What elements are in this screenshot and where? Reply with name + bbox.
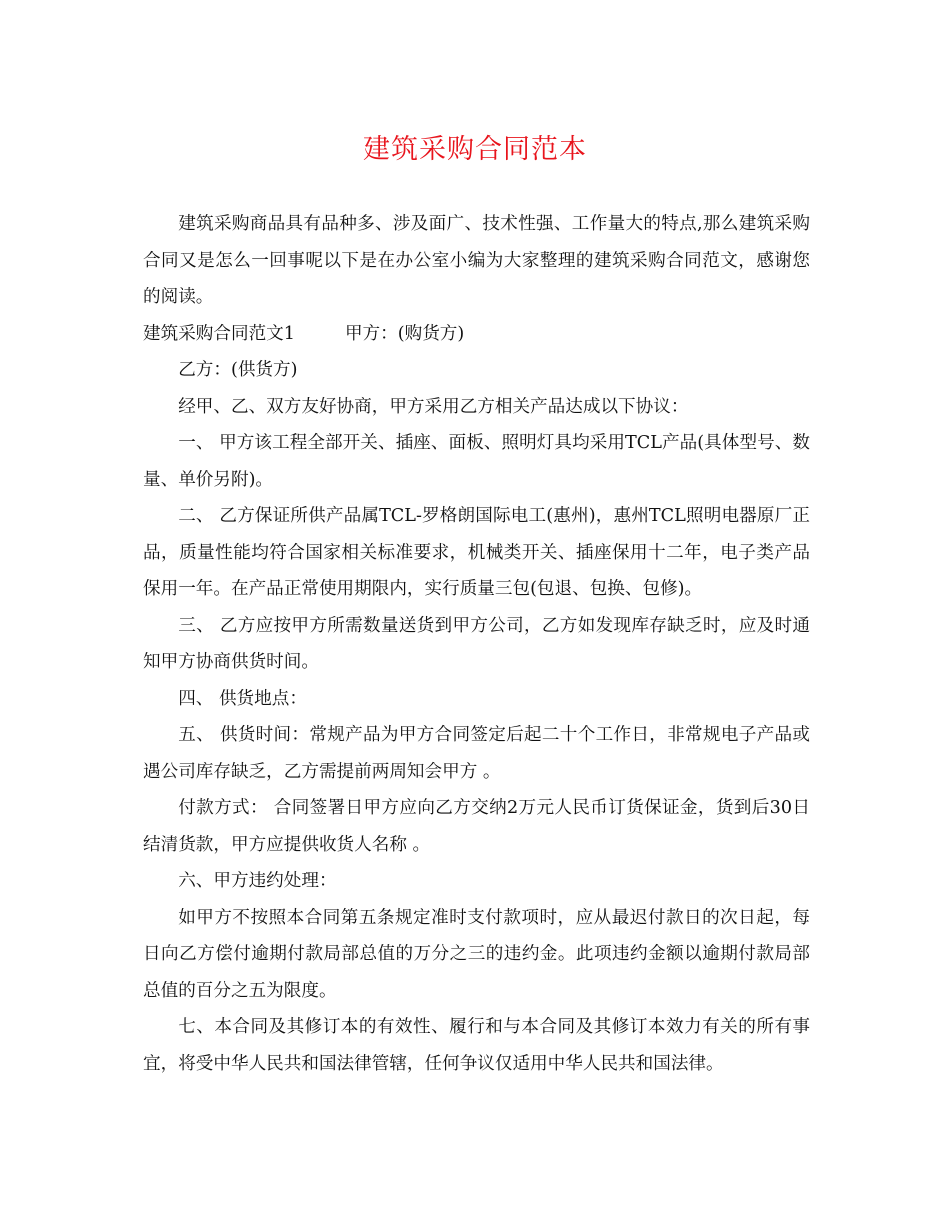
clause-5: 五、 供货时间：常规产品为甲方合同签定后起二十个工作日，非常规电子产品或遇公司库存缺乏，乙方需提前两周知会甲方 。 (143, 725, 810, 782)
preamble: 经甲、乙、双方友好协商，甲方采用乙方相关产品达成以下协议： (178, 396, 689, 417)
clause-2: 二、 乙方保证所供产品属TCL-罗格朗国际电工(惠州)，惠州TCL照明电器原厂正品，质量性能均符合国家相关标准要求，机械类开关、插座保用十二年，电子类产品保用一年。在产品正常使用期限内，实行质量三包(包退、包换、包修)。 (143, 506, 810, 599)
clause-6-text: 如甲方不按照本合同第五条规定准时支付款项时，应从最迟付款日的次日起，每日向乙方偿付逾期付款局部总值的万分之三的违约金。此项违约金额以逾期付款局部总值的百分之五为限度。 (143, 907, 810, 1001)
clause-6-heading: 六、甲方违约处理： (178, 871, 337, 891)
document-title: 建筑采购合同范本 (363, 134, 587, 165)
clause-7: 七、本合同及其修订本的有效性、履行和与本合同及其修订本效力有关的所有事宜，将受中华人民共和国法律管辖，任何争议仅适用中华人民共和国法律。 (143, 1017, 810, 1074)
clause-4: 四、 供货地点： (178, 688, 307, 709)
clause-1: 一、 甲方该工程全部开关、插座、面板、照明灯具均采用TCL产品(具体型号、数量、单价另附)。 (143, 433, 810, 490)
party-a: 甲方：(购货方) (344, 323, 465, 344)
intro-paragraph: 建筑采购商品具有品种多、涉及面广、技术性强、工作量大的特点,那么建筑采购合同又是怎么一回事呢以下是在办公室小编为大家整理的建筑采购合同范文，感谢您的阅读。 (143, 214, 810, 307)
party-b: 乙方：(供货方) (178, 360, 298, 380)
document-body (143, 206, 810, 1082)
sample-heading-line (143, 316, 810, 353)
sample-label: 建筑采购合同范文1 (143, 323, 295, 344)
clause-3: 三、 乙方应按甲方所需数量送货到甲方公司，乙方如发现库存缺乏时，应及时通知甲方协商供货时间。 (143, 615, 810, 672)
payment-terms: 付款方式： 合同签署日甲方应向乙方交纳2万元人民币订货保证金，货到后30日结清货款，甲方应提供收货人名称 。 (143, 798, 810, 855)
